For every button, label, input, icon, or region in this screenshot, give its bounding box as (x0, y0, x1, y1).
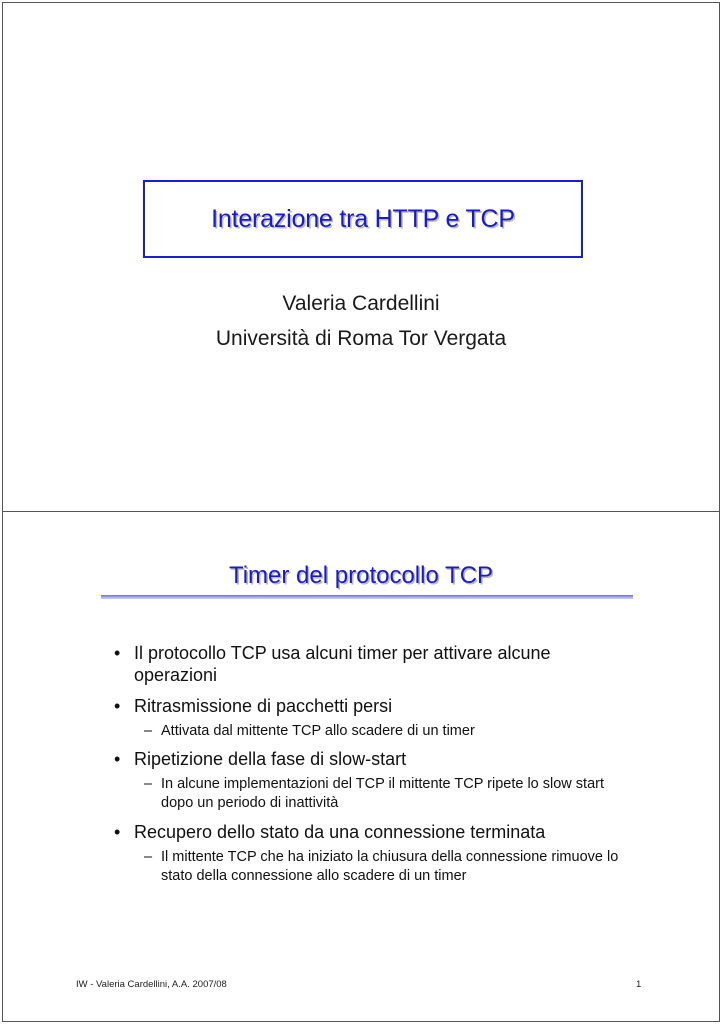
slide-heading: Timer del protocollo TCP (228, 562, 494, 589)
slide-title (2, 2, 720, 512)
bullet-item: • Ripetizione della fase di slow-start (134, 748, 614, 770)
slide-timer (2, 511, 720, 1022)
presentation-title: Interazione tra HTTP e TCP (211, 204, 515, 233)
author-name: Valeria Cardellini (282, 292, 440, 315)
sub-bullet-item: – Attivata dal mittente TCP allo scadere di un timer (161, 722, 621, 741)
bullet-item: • Recupero dello stato da una connessione terminata (134, 821, 614, 843)
bullet-list (3, 512, 719, 1021)
bullet-item: • Il protocollo TCP usa alcuni timer per attivare alcune operazioni (134, 642, 614, 686)
sub-bullet-item: – Il mittente TCP che ha iniziato la chiusura della connessione rimuove lo stato della connessione allo scadere di un timer (161, 848, 641, 886)
sub-bullet-item: – In alcune implementazioni del TCP il mittente TCP ripete lo slow start dopo un periodo di inattività (161, 775, 611, 813)
title-box (143, 180, 583, 258)
footer-text: IW - Valeria Cardellini, A.A. 2007/08 (76, 979, 227, 990)
author-affiliation: Università di Roma Tor Vergata (215, 327, 507, 350)
page-number: 1 (636, 979, 642, 990)
bullet-item: • Ritrasmissione di pacchetti persi (134, 695, 614, 717)
